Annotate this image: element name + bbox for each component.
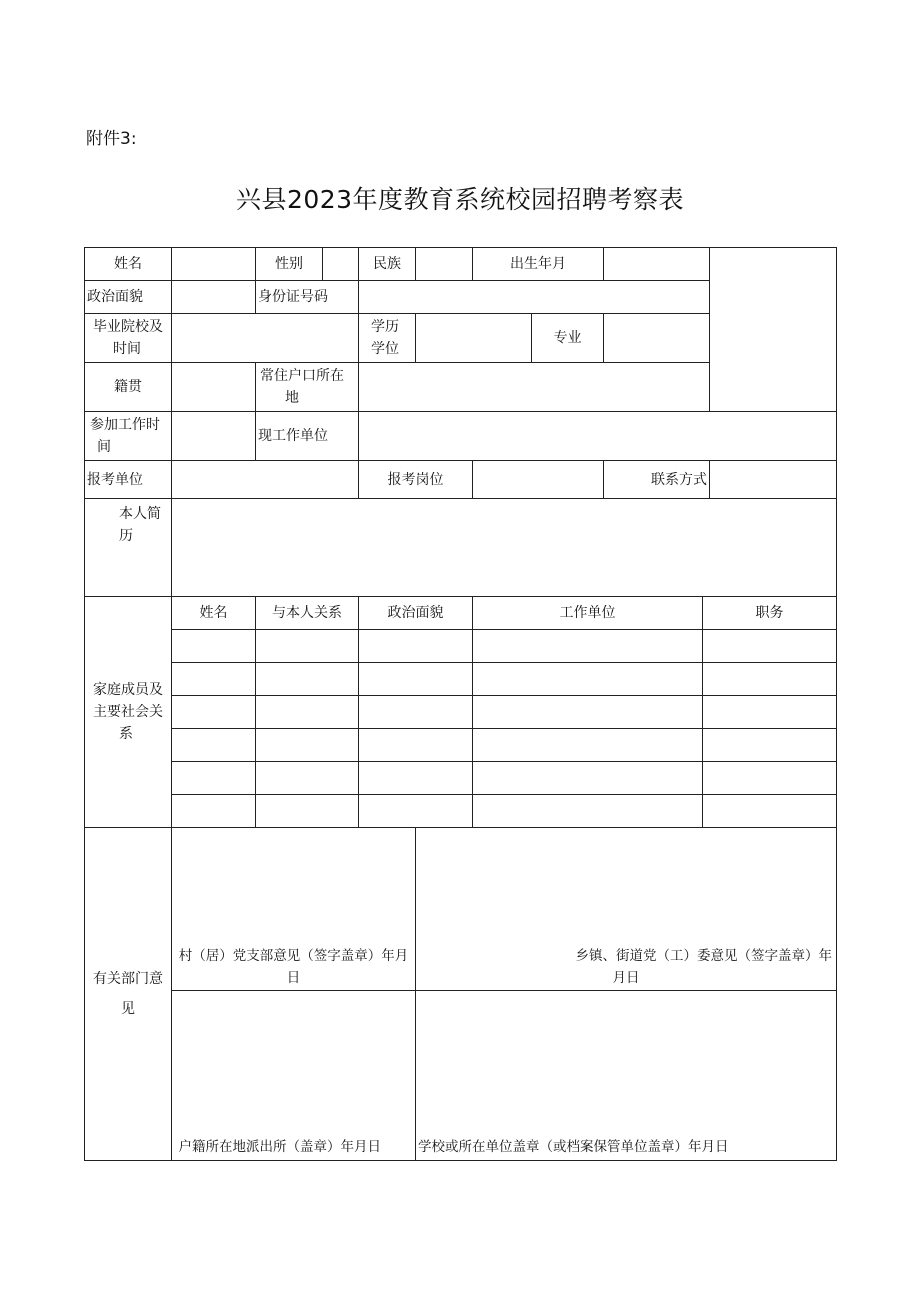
family-cell[interactable] [256,729,359,762]
photo-cell[interactable] [710,248,837,412]
police-station-opinion-cell[interactable] [172,991,416,1161]
family-cell[interactable] [703,762,837,795]
birth-label: 出生年月 [473,248,604,281]
opinions-label [85,828,172,1161]
family-label [85,597,172,828]
family-cell[interactable] [172,729,256,762]
family-cell[interactable] [473,630,703,663]
family-cell[interactable] [473,795,703,828]
family-cell[interactable] [359,630,473,663]
gender-value-cell[interactable] [323,248,359,281]
degree-value-cell[interactable] [416,314,532,363]
degree-label-line2: 学位 [371,341,399,357]
table-row [85,795,837,828]
current-unit-value-cell[interactable] [359,412,837,461]
table-row [85,762,837,795]
apply-post-label: 报考岗位 [359,461,473,499]
family-cell[interactable] [703,729,837,762]
work-start-label-line2: 间 [97,439,111,455]
political-value-cell[interactable] [172,281,256,314]
table-row [85,630,837,663]
table-row [85,461,837,499]
inspection-form-table [84,247,837,1161]
family-cell[interactable] [473,762,703,795]
apply-unit-value-cell[interactable] [172,461,359,499]
school-label-line1: 毕业院校及 [93,319,163,335]
school-label-line2: 时间 [113,341,141,357]
political-label: 政治面貌 [85,281,172,314]
table-row [85,248,837,281]
table-row [85,729,837,762]
family-cell[interactable] [172,630,256,663]
family-cell[interactable] [172,762,256,795]
table-row [85,663,837,696]
id-number-label: 身份证号码 [256,281,359,314]
work-start-label-line1: 参加工作时 [90,417,160,433]
family-label-line2: 主要社会关 [93,704,163,720]
table-row [85,499,837,597]
work-start-value-cell[interactable] [172,412,256,461]
native-place-label: 籍贯 [85,363,172,412]
family-cell[interactable] [359,762,473,795]
family-cell[interactable] [359,696,473,729]
ethnicity-value-cell[interactable] [416,248,473,281]
family-cell[interactable] [256,762,359,795]
resume-value-cell[interactable] [172,499,837,597]
apply-post-value-cell[interactable] [473,461,604,499]
current-unit-label: 现工作单位 [256,412,359,461]
village-opinion-line2: 日 [286,970,301,986]
table-row [85,828,837,991]
family-header-position: 职务 [703,597,837,630]
family-header-relation: 与本人关系 [256,597,359,630]
apply-unit-label: 报考单位 [85,461,172,499]
residence-label-line1: 常住户口所在 [260,368,344,384]
residence-label-line2: 地 [285,390,299,406]
family-cell[interactable] [473,729,703,762]
resume-label-line2: 历 [119,528,133,544]
family-cell[interactable] [359,663,473,696]
family-label-line3: 系 [119,726,133,742]
family-cell[interactable] [256,795,359,828]
school-unit-opinion-cell[interactable] [416,991,837,1161]
family-cell[interactable] [172,696,256,729]
family-cell[interactable] [703,696,837,729]
opinions-label-line1: 有关部门意 [93,971,163,987]
family-cell[interactable] [703,663,837,696]
work-start-label [85,412,172,461]
resume-label-line1: 本人简 [119,506,161,522]
birth-value-cell[interactable] [604,248,710,281]
family-header-work-unit: 工作单位 [473,597,703,630]
town-party-opinion-cell[interactable] [416,828,837,991]
residence-label [256,363,359,412]
family-cell[interactable] [473,663,703,696]
family-cell[interactable] [703,795,837,828]
school-label [85,314,172,363]
police-opinion-text: 户籍所在地派出所（盖章）年月日 [178,1139,381,1155]
contact-label: 联系方式 [604,461,710,499]
contact-value-cell[interactable] [710,461,837,499]
town-opinion-line1: 乡镇、街道党（工）委意见（签字盖章）年 [575,948,832,964]
opinions-label-line2: 见 [121,1001,135,1017]
attachment-label: 附件3: [86,129,137,149]
degree-label [359,314,416,363]
name-value-cell[interactable] [172,248,256,281]
school-value-cell[interactable] [172,314,359,363]
family-cell[interactable] [172,663,256,696]
village-opinion-line1: 村（居）党支部意见（签字盖章）年月 [178,948,409,964]
family-cell[interactable] [703,630,837,663]
family-cell[interactable] [473,696,703,729]
village-party-opinion-cell[interactable] [172,828,416,991]
family-cell[interactable] [256,630,359,663]
family-cell[interactable] [172,795,256,828]
ethnicity-label: 民族 [359,248,416,281]
id-number-value-cell[interactable] [359,281,710,314]
major-label: 专业 [532,314,604,363]
family-cell[interactable] [359,729,473,762]
page-title: 兴县2023年度教育系统校园招聘考察表 [235,185,685,214]
native-place-value-cell[interactable] [172,363,256,412]
residence-value-cell[interactable] [359,363,710,412]
gender-label: 性别 [256,248,323,281]
family-cell[interactable] [359,795,473,828]
table-row [85,696,837,729]
family-cell[interactable] [256,663,359,696]
family-header-political: 政治面貌 [359,597,473,630]
name-label: 姓名 [85,248,172,281]
family-label-line1: 家庭成员及 [93,682,163,698]
table-row [85,597,837,630]
family-cell[interactable] [256,696,359,729]
table-row [85,412,837,461]
town-opinion-line2: 月日 [612,970,640,986]
table-row [85,991,837,1161]
resume-label [85,499,172,597]
family-header-name: 姓名 [172,597,256,630]
degree-label-line1: 学历 [371,319,399,335]
school-opinion-text: 学校或所在单位盖章（或档案保管单位盖章）年月日 [418,1139,729,1155]
major-value-cell[interactable] [604,314,710,363]
